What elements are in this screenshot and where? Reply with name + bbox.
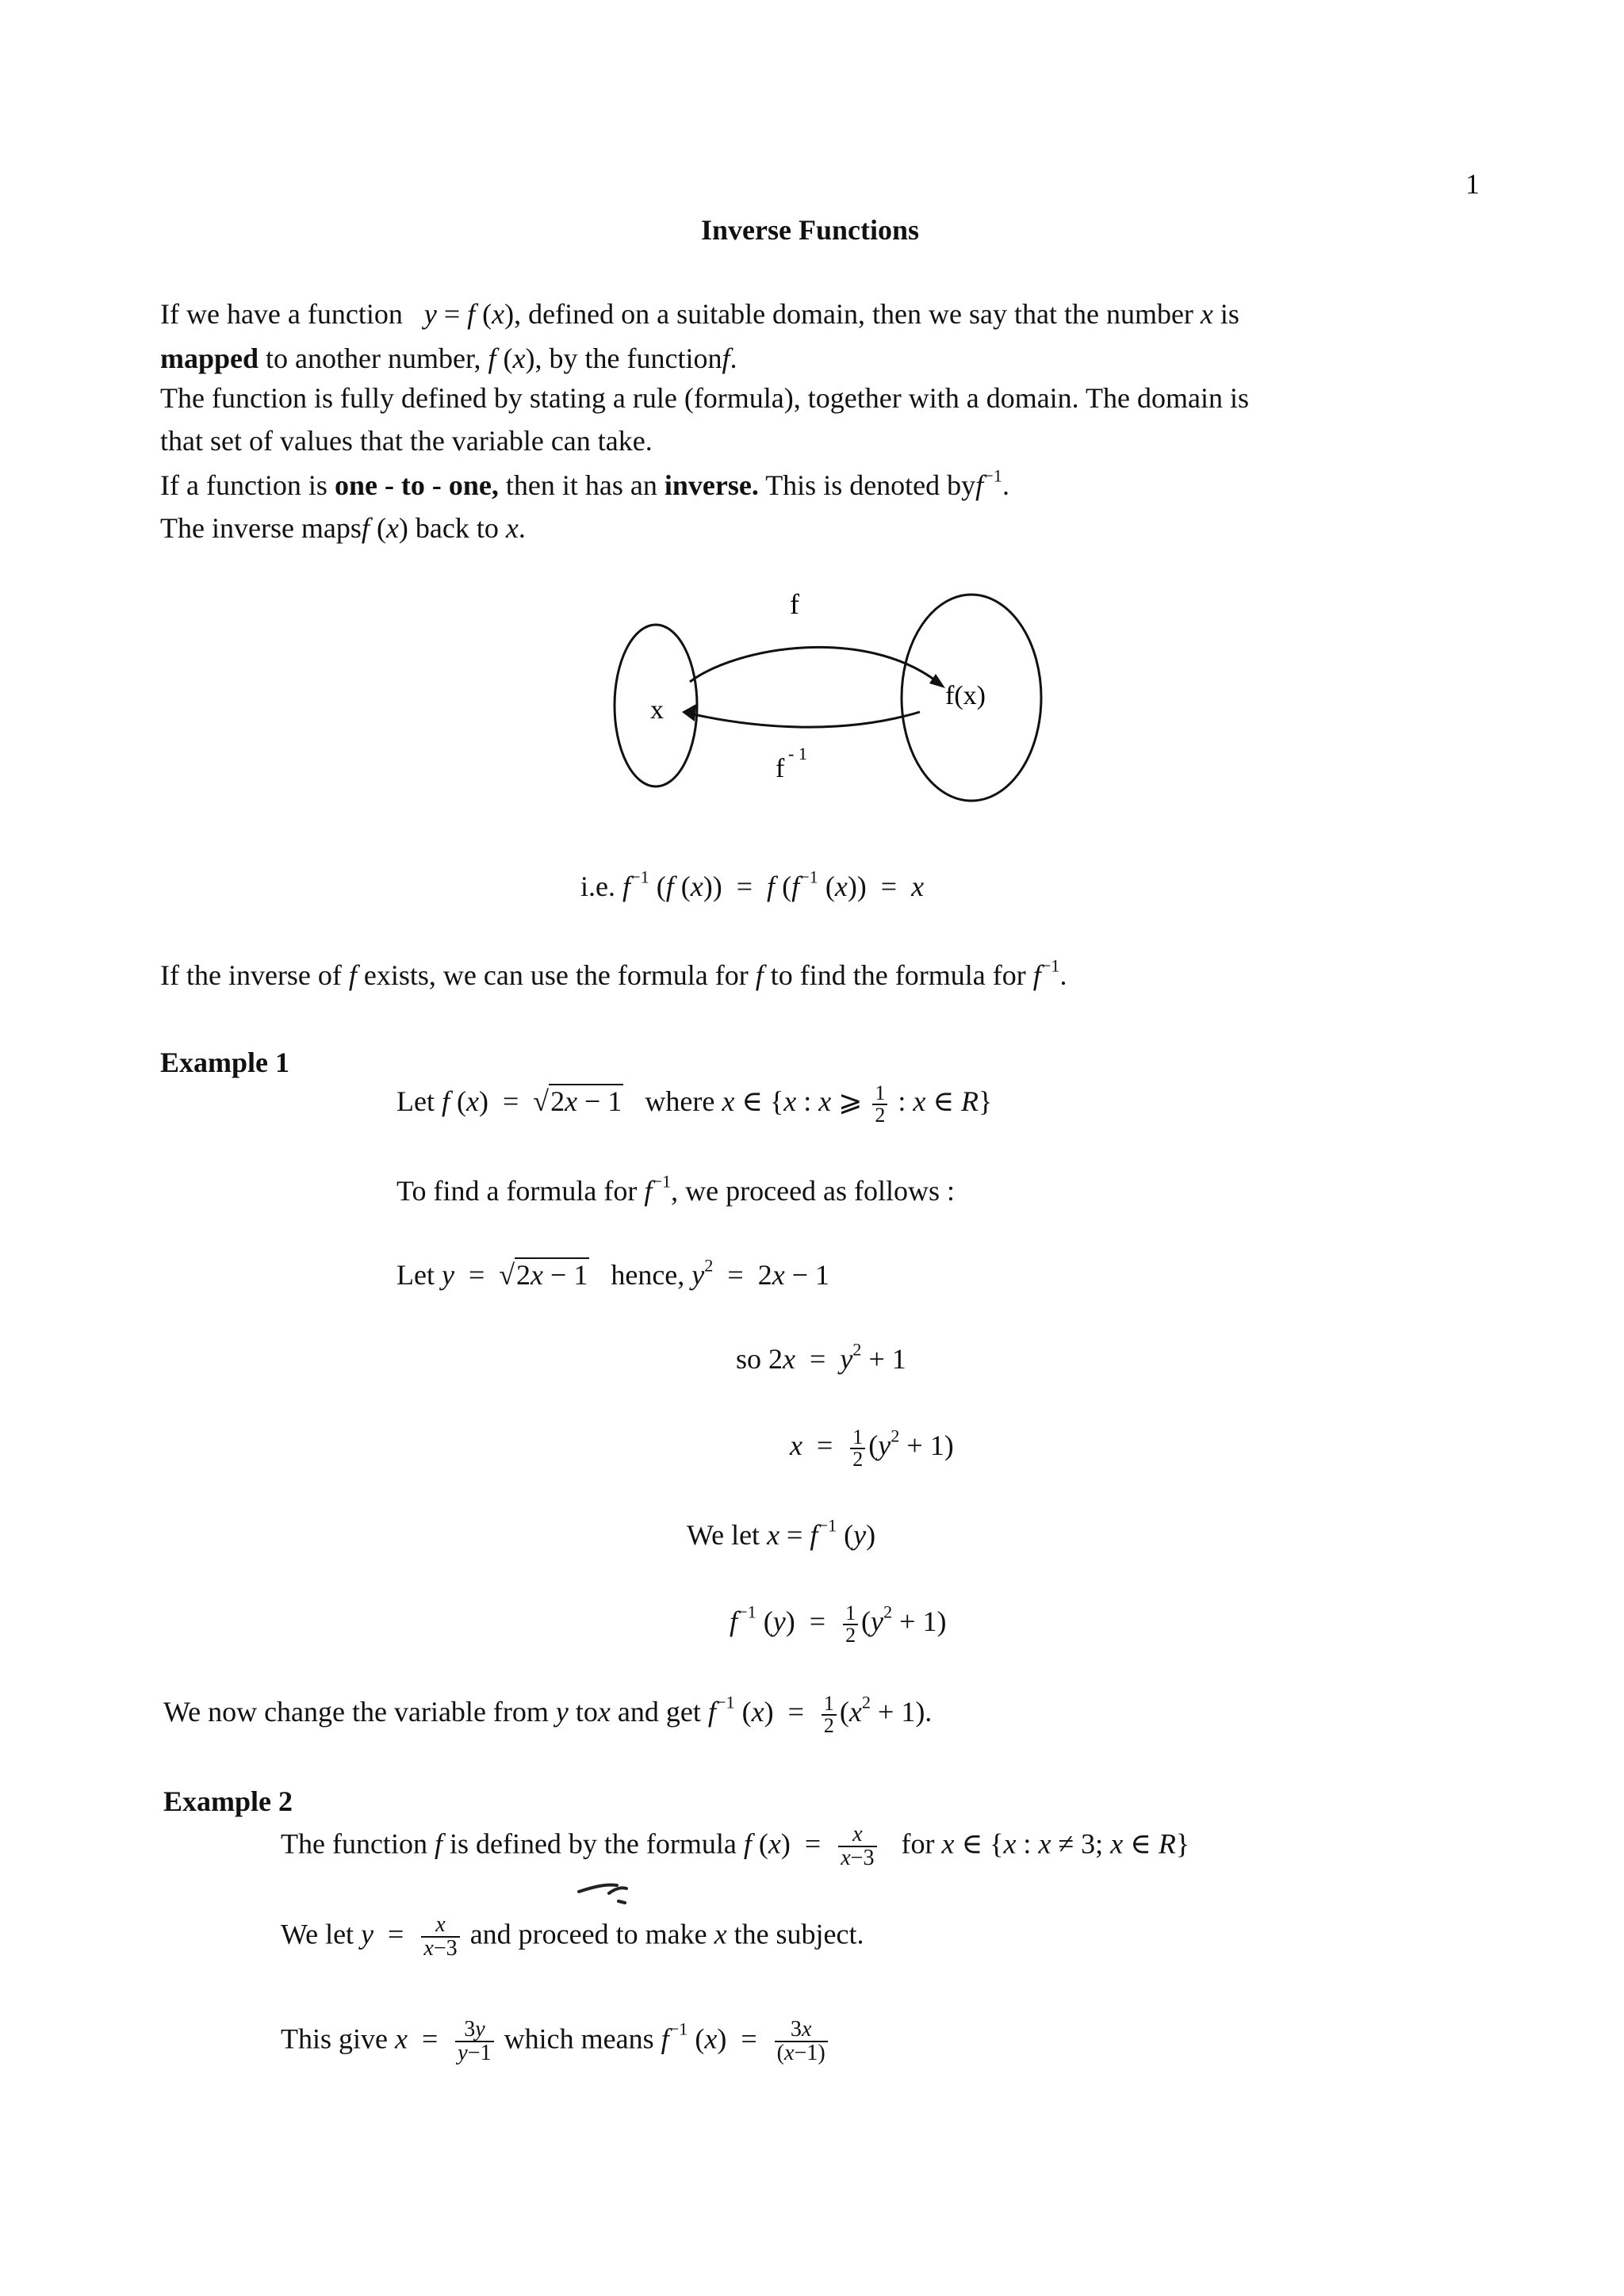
intro-text: If we have a function bbox=[160, 298, 403, 330]
exists-text: to find the formula for bbox=[770, 959, 1026, 991]
example1-step-1: Let y = √2x − 1 hence, $y^2 = 2x - 1$ bbox=[396, 1255, 830, 1291]
inverse-arrowhead bbox=[682, 704, 696, 721]
label-x: x bbox=[650, 695, 664, 725]
example2-text: the subject. bbox=[733, 1918, 864, 1950]
example1-so: so bbox=[736, 1343, 762, 1375]
example2-line-1: The function f is defined by the formula f (x) = $\frac{x}{x-3}$ for x ∈ {x : x ≠ 3; x ∈ R} bbox=[281, 1822, 1190, 1871]
pen-mark bbox=[577, 1874, 633, 1906]
example1-we-let: We let bbox=[687, 1519, 760, 1551]
example1-hence: hence, bbox=[611, 1259, 685, 1291]
label-fx: f(x) bbox=[945, 681, 986, 710]
page-title: Inverse Functions bbox=[701, 214, 920, 246]
label-f: f bbox=[790, 588, 799, 620]
intro-text: This is denoted by bbox=[765, 469, 976, 501]
example1-find-line: To find a formula for $f^{-1}$, we proceed as follows : bbox=[396, 1171, 956, 1207]
identity-line: i.e. $f^{-1}$ (f (x)) = f ($f^{-1}$ (x)) = x bbox=[580, 867, 925, 902]
intro-line-5: If a function is one - to - one, then it has an inverse. This is denoted byf$^{-1}$. bbox=[160, 465, 1009, 501]
bold-term-mapped: mapped bbox=[160, 342, 259, 374]
example1-where: where bbox=[645, 1085, 715, 1118]
intro-text: then it has an bbox=[505, 469, 657, 501]
identity-prefix: i.e. bbox=[580, 871, 615, 902]
forward-arrow bbox=[690, 647, 937, 682]
example1-conclusion-text: and get bbox=[617, 1696, 701, 1728]
example1-find-text: To find a formula for bbox=[396, 1175, 638, 1207]
intro-text: is bbox=[1220, 298, 1239, 330]
intro-line-1: If we have a function y = f (x), defined on a suitable domain, then we say that the number x is bbox=[160, 298, 1239, 330]
intro-line-3: The function is fully defined by stating a rule (formula), together with a domain. The domain is bbox=[160, 382, 1249, 414]
label-finv-sup: - 1 bbox=[788, 744, 807, 763]
example2-text: which means bbox=[504, 2022, 654, 2055]
example2-text: The function bbox=[281, 1827, 427, 1860]
example1-step-4: We let $x = f^{-1}$ (y) bbox=[687, 1515, 876, 1551]
label-finv: f bbox=[776, 754, 785, 783]
example2-line-2: We let y = $\frac{x}{x-3}$ and proceed to make x the subject. bbox=[281, 1912, 864, 1961]
exists-text: exists, we can use the formula for bbox=[363, 959, 749, 991]
example2-text: This give bbox=[281, 2022, 388, 2055]
example1-step-2: so $2x = y^2 + 1$ bbox=[736, 1339, 906, 1375]
intro-text: by the function bbox=[549, 342, 722, 374]
example2-text: is defined by the formula bbox=[449, 1827, 737, 1860]
example1-conclusion: We now change the variable from y tox and get $f^{-1}$ (x) = $\frac{1}{2}$ $(x^2 + 1)$. bbox=[163, 1692, 933, 1737]
example2-text: and proceed to make bbox=[469, 1918, 707, 1950]
intro-line-2: mapped to another number, f (x), by the functionf. bbox=[160, 342, 737, 374]
example2-for: for bbox=[901, 1827, 935, 1860]
page-number: 1 bbox=[1465, 168, 1480, 200]
example1-conclusion-text: to bbox=[575, 1696, 598, 1728]
intro-text: The inverse maps bbox=[160, 512, 362, 544]
example1-conclusion-text: We now change the variable from bbox=[163, 1696, 549, 1728]
example1-step-3: x = $\frac{1}{2}$ $(y^2 + 1)$ bbox=[790, 1425, 954, 1471]
intro-line-6: The inverse mapsf (x) back to x. bbox=[160, 512, 526, 544]
example1-let: Let bbox=[396, 1259, 435, 1291]
example1-find-text: we proceed as follows : bbox=[685, 1175, 956, 1207]
example2-text: We let bbox=[281, 1918, 354, 1950]
bold-term-one-to-one: one - to - one, bbox=[334, 469, 499, 501]
example2-heading: Example 2 bbox=[163, 1785, 293, 1817]
exists-line: If the inverse of f exists, we can use the formula for f to find the formula for $f^{-1}$. bbox=[160, 955, 1067, 991]
inverse-arrow bbox=[690, 712, 920, 727]
forward-arrowhead bbox=[929, 674, 945, 688]
example1-let: Let bbox=[396, 1085, 435, 1118]
mapping-diagram bbox=[603, 587, 1047, 817]
example1-definition: Let f (x) = √2x − 1 where x ∈ {x : x ⩾ $\frac{1}{2}$ : x ∈ R} bbox=[396, 1081, 993, 1127]
bold-term-inverse: inverse. bbox=[664, 469, 759, 501]
exists-text: If the inverse of bbox=[160, 959, 342, 991]
example1-step-5: $f^{-1}$ (y) = $\frac{1}{2}$ $(y^2 + 1)$ bbox=[730, 1601, 947, 1647]
intro-text: defined on a suitable domain, then we say that the number bbox=[528, 298, 1193, 330]
example1-heading: Example 1 bbox=[160, 1047, 290, 1078]
intro-text: back to bbox=[415, 512, 499, 544]
intro-line-4: that set of values that the variable can take. bbox=[160, 425, 653, 457]
intro-text: to another number, bbox=[266, 342, 481, 374]
intro-text: If a function is bbox=[160, 469, 327, 501]
example2-line-3: This give x = $\frac{3y}{y-1}$ which means $f^{-1}$ (x) = $\frac{3x}{(x-1)}$ bbox=[281, 2019, 831, 2064]
